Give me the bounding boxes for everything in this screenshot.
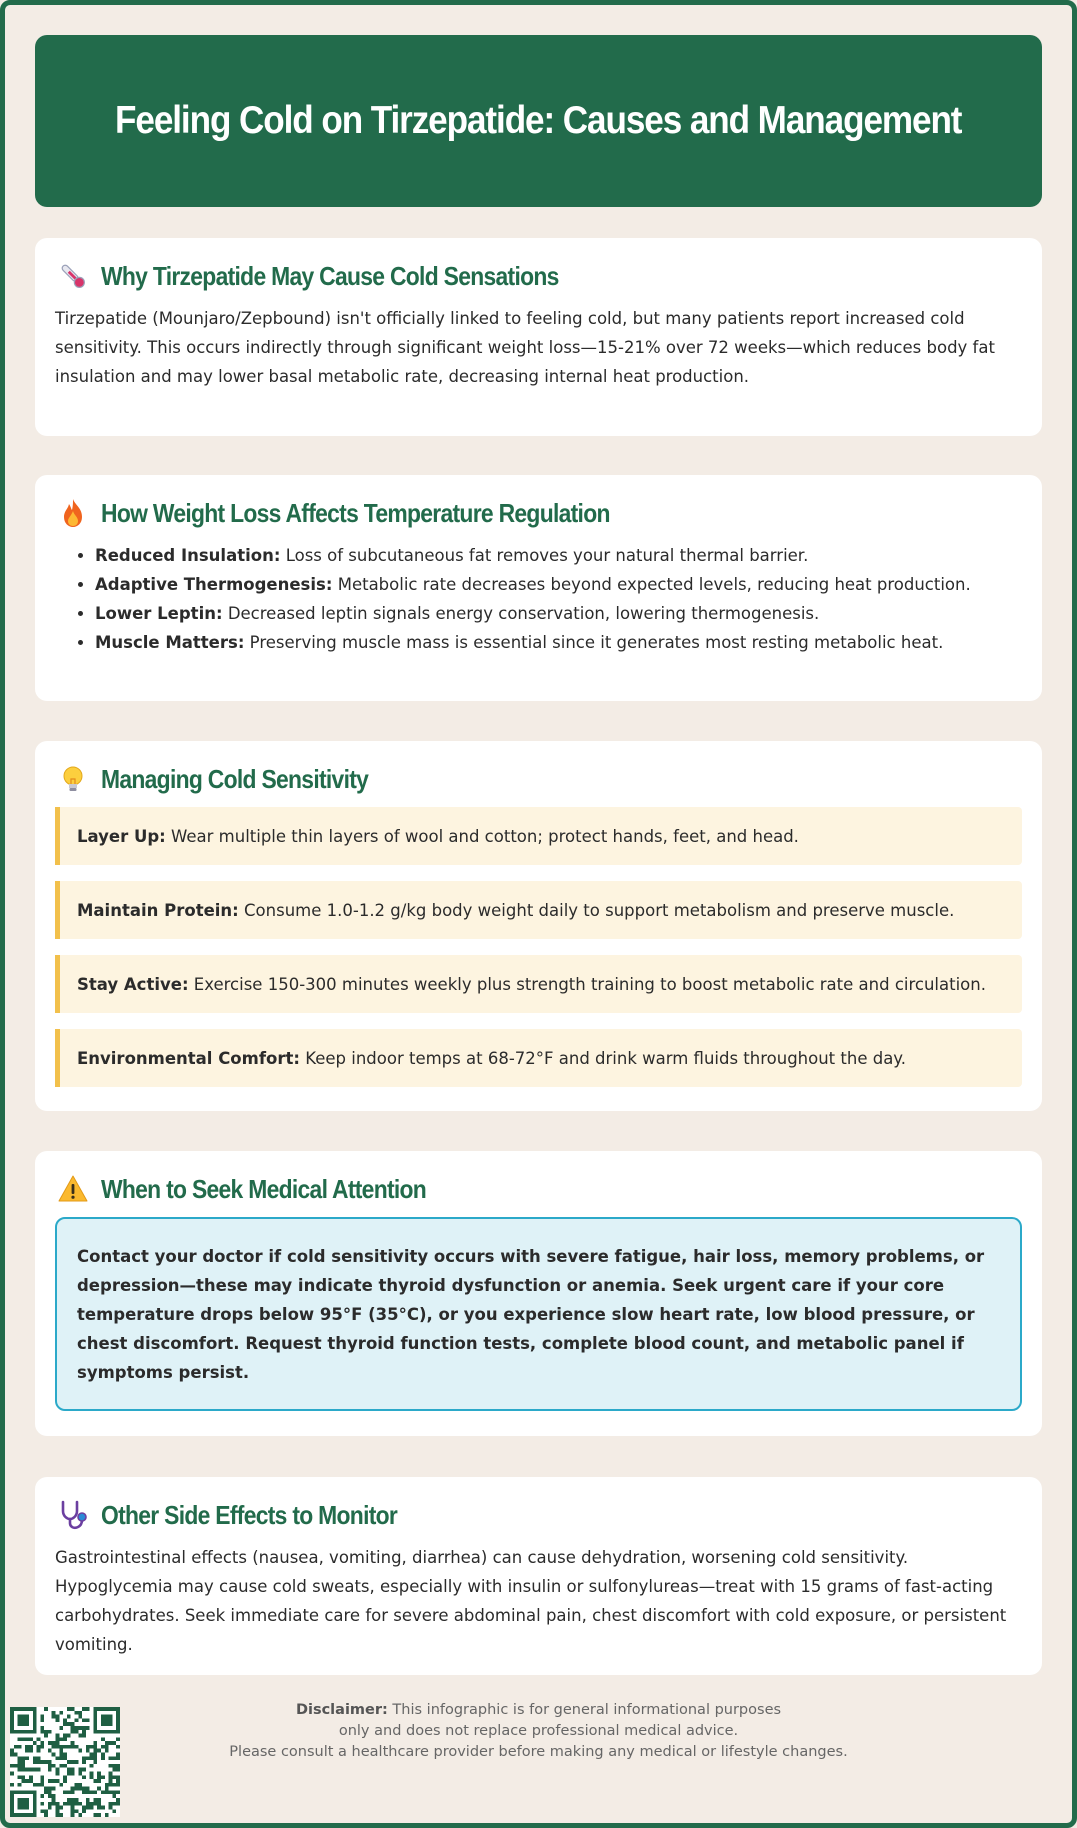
list-item: • Reduced Insulation: Loss of subcutaneous fat removes your natural thermal barrier.	[95, 541, 1022, 570]
section-why-title: Why Tirzepatide May Cause Cold Sensations	[101, 260, 559, 291]
tip-layer-up: Layer Up: Wear multiple thin layers of wool and cotton; protect hands, feet, and head.	[55, 807, 1022, 865]
page-header	[35, 35, 1042, 207]
disclaimer-line-1: Disclaimer: This infographic is for general informational purposes	[295, 1702, 782, 1718]
disclaimer-line-2: only and does not replace professional medical advice.	[338, 1723, 739, 1739]
disclaimer-line-3: Please consult a healthcare provider before making any medical or lifestyle changes.	[229, 1744, 848, 1760]
footer	[0, 1700, 1077, 1810]
list-item: • Muscle Matters: Preserving muscle mass is essential since it generates most resting metabolic heat.	[95, 628, 1022, 657]
section-when-title: When to Seek Medical Attention	[101, 1173, 427, 1204]
medical-alert-box	[55, 1217, 1022, 1411]
section-other-heading	[55, 1495, 1022, 1535]
tip-maintain-protein: Maintain Protein: Consume 1.0-1.2 g/kg body weight daily to support metabolism and preserve muscle.	[55, 881, 1022, 939]
section-how	[35, 475, 1042, 701]
page-title: Feeling Cold on Tirzepatide: Causes and Management	[115, 99, 962, 142]
tip-stay-active: Stay Active: Exercise 150-300 minutes weekly plus strength training to boost metabolic rate and circulation.	[55, 955, 1022, 1013]
section-managing-title: Managing Cold Sensitivity	[101, 763, 369, 794]
list-item: • Lower Leptin: Decreased leptin signals energy conservation, lowering thermogenesis.	[95, 599, 1022, 628]
thermometer-icon	[55, 258, 91, 294]
warning-icon	[55, 1171, 91, 1207]
list-item: • Adaptive Thermogenesis: Metabolic rate decreases beyond expected levels, reducing heat production.	[95, 570, 1022, 599]
section-why-text: Tirzepatide (Mounjaro/Zepbound) isn't officially linked to feeling cold, but many patients report increased cold sensitivity. This occurs indirectly through significant weight loss—15-21% over 72 weeks—which reduces body fat insulation and may lower basal metabolic rate, decreasing internal heat production.	[55, 309, 995, 386]
lightbulb-icon	[55, 761, 91, 797]
section-why	[35, 238, 1042, 436]
section-why-heading	[55, 256, 1022, 296]
section-other-text: Gastrointestinal effects (nausea, vomiting, diarrhea) can cause dehydration, worsening cold sensitivity. Hypoglycemia may cause cold sweats, especially with insulin or sulfonylureas—treat with 15 grams of fast-acting carbohydrates. Seek immediate care for severe abdominal pain, chest discomfort with cold exposure, or persistent vomiting.	[55, 1548, 1007, 1654]
temperature-factors-list	[55, 541, 1022, 657]
section-managing	[35, 741, 1042, 1111]
fire-icon	[55, 495, 91, 531]
tip-environmental-comfort: Environmental Comfort: Keep indoor temps at 68-72°F and drink warm fluids throughout the day.	[55, 1029, 1022, 1087]
section-other-title: Other Side Effects to Monitor	[101, 1499, 398, 1530]
section-other	[35, 1477, 1042, 1675]
section-managing-heading	[55, 759, 1022, 799]
medical-alert-text: Contact your doctor if cold sensitivity occurs with severe fatigue, hair loss, memory problems, or depression—these may indicate thyroid dysfunction or anemia. Seek urgent care if your core temperature drops below 95°F (35°C), or you experience slow heart rate, low blood pressure, or chest discomfort. Request thyroid function tests, complete blood count, and metabolic panel if symptoms persist.	[77, 1246, 985, 1382]
section-how-title: How Weight Loss Affects Temperature Regulation	[101, 497, 610, 528]
stethoscope-icon	[55, 1497, 91, 1533]
section-how-heading	[55, 493, 1022, 533]
section-when	[35, 1151, 1042, 1436]
section-when-heading	[55, 1169, 1022, 1209]
